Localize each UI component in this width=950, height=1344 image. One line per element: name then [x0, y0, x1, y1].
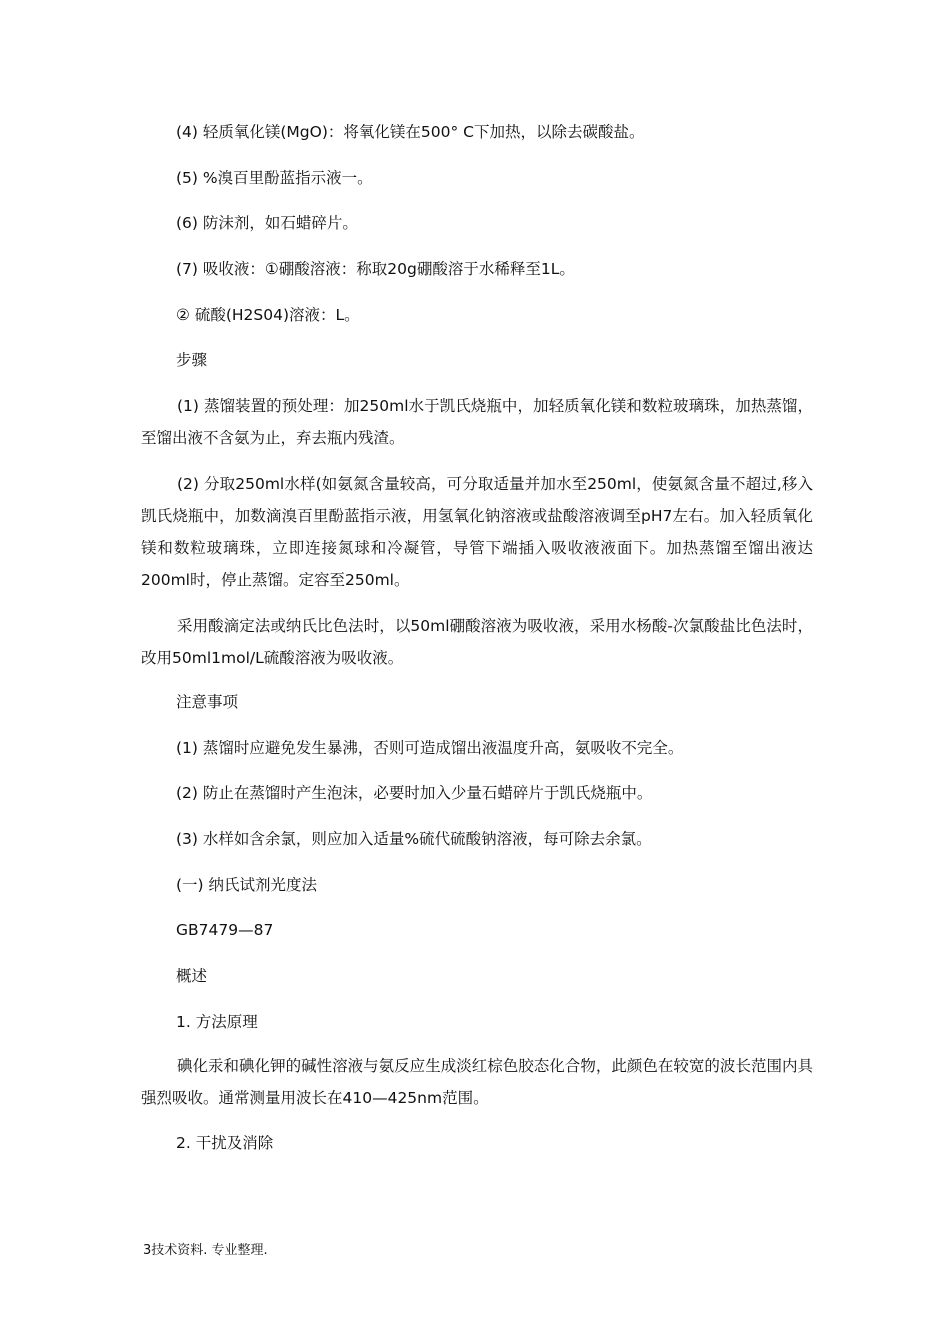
- principle-paragraph: 碘化汞和碘化钾的碱性溶液与氨反应生成淡红棕色胶态化合物，此颜色在较宽的波长范围内具强烈吸收。通常测量用波长在410—425nm范围。: [141, 1057, 813, 1107]
- section-heading-notes: 注意事项: [176, 693, 239, 711]
- section-heading-steps: 步骤: [176, 351, 208, 369]
- note-item-1: (1) 蒸馏时应避免发生暴沸，否则可造成馏出液温度升高，氨吸收不完全。: [176, 739, 684, 757]
- subheading-principle: 1. 方法原理: [176, 1013, 258, 1031]
- note-item-2: (2) 防止在蒸馏时产生泡沫，必要时加入少量石蜡碎片于凯氏烧瓶中。: [176, 784, 653, 802]
- method-heading: (一) 纳氏试剂光度法: [176, 876, 318, 894]
- note-item-3: (3) 水样如含余氯，则应加入适量%硫代硫酸钠溶液，每可除去余氯。: [176, 830, 652, 848]
- absorbent-note-paragraph: 采用酸滴定法或纳氏比色法时，以50ml硼酸溶液为吸收液，采用水杨酸-次氯酸盐比色法时，改用50ml1mol/L硫酸溶液为吸收液。: [141, 617, 813, 667]
- standard-number: GB7479—87: [176, 921, 274, 939]
- reagent-item-5: (5) %溴百里酚蓝指示液一。: [176, 169, 373, 187]
- page-footer: 3技术资料. 专业整理.: [143, 1243, 268, 1258]
- reagent-item-7: (7) 吸收液：①硼酸溶液：称取20g硼酸溶于水稀释至1L。: [176, 260, 575, 278]
- subheading-interference: 2. 干扰及消除: [176, 1134, 274, 1152]
- section-heading-overview: 概述: [176, 967, 208, 985]
- reagent-item-6: (6) 防沫剂，如石蜡碎片。: [176, 214, 358, 232]
- reagent-item-4: (4) 轻质氧化镁(MgO)：将氧化镁在500° C下加热，以除去碳酸盐。: [176, 123, 645, 141]
- reagent-item-7-2: ② 硫酸(H2S04)溶液：L。: [176, 306, 360, 324]
- step-1-paragraph: (1) 蒸馏装置的预处理：加250ml水于凯氏烧瓶中，加轻质氧化镁和数粒玻璃珠，加热蒸馏，至馏出液不含氨为止，弃去瓶内残渣。: [141, 397, 813, 447]
- step-2-paragraph: (2) 分取250ml水样(如氨氮含量较高，可分取适量并加水至250ml，使氨氮含量不超过,移入凯氏烧瓶中，加数滴溴百里酚蓝指示液，用氢氧化钠溶液或盐酸溶液调至pH7左右。加入轻质氧化镁和数粒玻璃珠，立即连接氮球和冷凝管，导管下端插入吸收液液面下。加热蒸馏至馏出液达200ml时，停止蒸馏。定容至250ml。: [141, 475, 813, 589]
